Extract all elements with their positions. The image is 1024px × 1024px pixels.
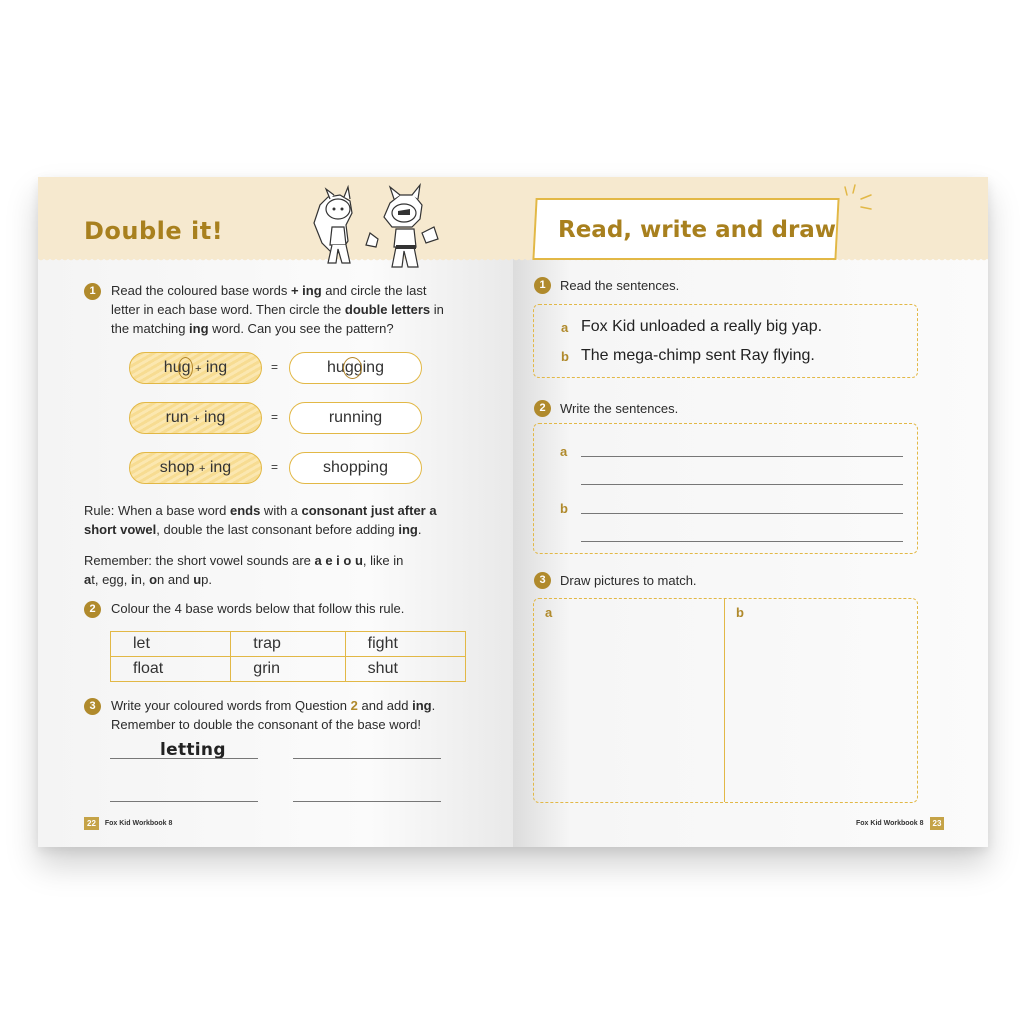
word-cell[interactable]: let bbox=[111, 632, 231, 657]
base-word-pill bbox=[129, 352, 262, 384]
base-word: hug bbox=[163, 359, 191, 376]
page-title-left: Double it! bbox=[84, 217, 224, 245]
answer-line[interactable] bbox=[293, 801, 441, 802]
writing-line[interactable] bbox=[581, 456, 903, 457]
question-3-text bbox=[111, 696, 491, 734]
answer-line[interactable] bbox=[110, 758, 258, 759]
handwritten-answer: letting bbox=[160, 740, 226, 760]
remember-bold: u bbox=[193, 572, 202, 587]
word-cell[interactable]: fight bbox=[345, 632, 465, 657]
rule-bold: short vowel bbox=[84, 522, 157, 537]
q1-text-part: and circle the last bbox=[321, 283, 427, 298]
plus-sign: + bbox=[194, 363, 202, 375]
book-title: Fox Kid Workbook 8 bbox=[104, 820, 173, 828]
question-1-number: 1 bbox=[534, 277, 551, 294]
question-2-number: 2 bbox=[84, 601, 101, 618]
remember-part: Remember: the short vowel sounds are bbox=[84, 553, 315, 568]
word-cell[interactable]: float bbox=[111, 657, 231, 682]
ing-word-pill: hugging bbox=[289, 352, 422, 384]
remember-part: n and bbox=[157, 572, 194, 587]
writing-line[interactable] bbox=[581, 484, 903, 485]
circled-last-letter bbox=[178, 357, 193, 379]
footer-left bbox=[84, 817, 172, 830]
word-cell[interactable]: grin bbox=[231, 657, 345, 682]
q3-text-part: Write your coloured words from Question bbox=[111, 698, 351, 713]
q1-text-part: letter in each base word. Then circle the bbox=[111, 302, 345, 317]
remember-bold: o bbox=[149, 572, 158, 587]
drawing-area-a-letter: a bbox=[545, 605, 553, 620]
plus-sign: + bbox=[198, 463, 206, 475]
base-word: run bbox=[165, 409, 189, 426]
remember-text bbox=[84, 551, 484, 589]
page-number: 23 bbox=[930, 817, 945, 830]
question-2-number: 2 bbox=[534, 400, 551, 417]
remember-bold: a e i o u bbox=[314, 553, 363, 568]
rule-part: . bbox=[417, 522, 422, 537]
base-word-pill bbox=[129, 452, 262, 484]
q1-text-bold: ing bbox=[189, 321, 209, 336]
page-title-right: Read, write and draw bbox=[558, 217, 837, 243]
left-page bbox=[38, 177, 513, 847]
q1-text-part: Read the coloured base words bbox=[111, 283, 291, 298]
remember-bold: a bbox=[84, 572, 92, 587]
drawing-area-b-letter: b bbox=[736, 605, 744, 620]
rule-bold: ing bbox=[398, 522, 418, 537]
q3-text-part: . bbox=[431, 698, 436, 713]
equals-sign: = bbox=[271, 410, 279, 424]
q1-text-bold: double letters bbox=[344, 302, 431, 317]
right-page bbox=[513, 177, 988, 847]
circled-double-letters bbox=[343, 357, 362, 379]
book-title: Fox Kid Workbook 8 bbox=[856, 820, 924, 828]
q1-text-part: word. Can you see the pattern? bbox=[208, 321, 394, 336]
sentence-letter: a bbox=[561, 320, 569, 335]
writing-line[interactable] bbox=[581, 541, 903, 542]
base-word: shop bbox=[159, 459, 195, 476]
plus-sign: + bbox=[193, 413, 200, 425]
page-number: 22 bbox=[84, 817, 99, 830]
q1-text-part: the matching bbox=[111, 321, 190, 336]
writing-letter: b bbox=[560, 501, 568, 516]
suffix: ing bbox=[209, 459, 232, 476]
remember-part: p. bbox=[201, 572, 212, 587]
sentences-box bbox=[533, 304, 918, 378]
question-1-text bbox=[111, 281, 491, 338]
rule-part: with a bbox=[260, 503, 302, 518]
table-row bbox=[111, 632, 466, 657]
base-word-pill bbox=[129, 402, 262, 434]
drawing-divider bbox=[724, 599, 725, 802]
answer-line[interactable] bbox=[293, 758, 441, 759]
question-1-text: Read the sentences. bbox=[560, 278, 680, 293]
remember-part: n, bbox=[134, 572, 150, 587]
sentence-text: The mega-chimp sent Ray flying. bbox=[581, 347, 815, 364]
question-2-text: Colour the 4 base words below that follow this rule. bbox=[111, 601, 405, 616]
sparkle-icon bbox=[841, 181, 881, 217]
workbook-spread bbox=[38, 177, 988, 847]
remember-bold: i bbox=[130, 572, 135, 587]
question-3-number: 3 bbox=[84, 698, 101, 715]
word-cell[interactable]: trap bbox=[231, 632, 345, 657]
suffix: ing bbox=[204, 409, 226, 426]
q1-text-part: in bbox=[430, 302, 444, 317]
ing-word-pill: shopping bbox=[289, 452, 422, 484]
question-3-text: Draw pictures to match. bbox=[560, 573, 697, 588]
writing-box bbox=[533, 423, 918, 554]
sentence-text: Fox Kid unloaded a really big yap. bbox=[581, 318, 823, 335]
q3-text-bold: 2 bbox=[350, 698, 358, 713]
rule-bold: consonant just after a bbox=[301, 503, 437, 518]
remember-part: t, egg, bbox=[91, 572, 131, 587]
drawing-box bbox=[533, 598, 918, 803]
suffix: ing bbox=[205, 359, 228, 376]
question-1-number: 1 bbox=[84, 283, 101, 300]
base-words-table bbox=[110, 631, 466, 682]
word-cell[interactable]: shut bbox=[345, 657, 465, 682]
equals-sign: = bbox=[271, 360, 279, 374]
table-row bbox=[111, 657, 466, 682]
q3-text-part: Remember to double the consonant of the base word! bbox=[111, 717, 422, 732]
rule-bold: ends bbox=[229, 503, 261, 518]
question-3-number: 3 bbox=[534, 572, 551, 589]
sentence-letter: b bbox=[561, 349, 569, 364]
q3-text-part: and add bbox=[357, 698, 413, 713]
rule-part: Rule: When a base word bbox=[84, 503, 230, 518]
writing-letter: a bbox=[560, 444, 568, 459]
equals-sign: = bbox=[271, 460, 279, 474]
footer-right bbox=[856, 817, 944, 830]
rule-text bbox=[84, 501, 484, 539]
cartoon-characters-illustration bbox=[300, 183, 450, 275]
q3-text-bold: ing bbox=[412, 698, 432, 713]
answer-line[interactable] bbox=[110, 801, 258, 802]
rule-part: , double the last consonant before adding bbox=[156, 522, 399, 537]
question-2-text: Write the sentences. bbox=[560, 401, 679, 416]
writing-line[interactable] bbox=[581, 513, 903, 514]
remember-part: , like in bbox=[362, 553, 404, 568]
ing-word-pill: running bbox=[289, 402, 422, 434]
q1-text-bold: + ing bbox=[290, 283, 322, 298]
